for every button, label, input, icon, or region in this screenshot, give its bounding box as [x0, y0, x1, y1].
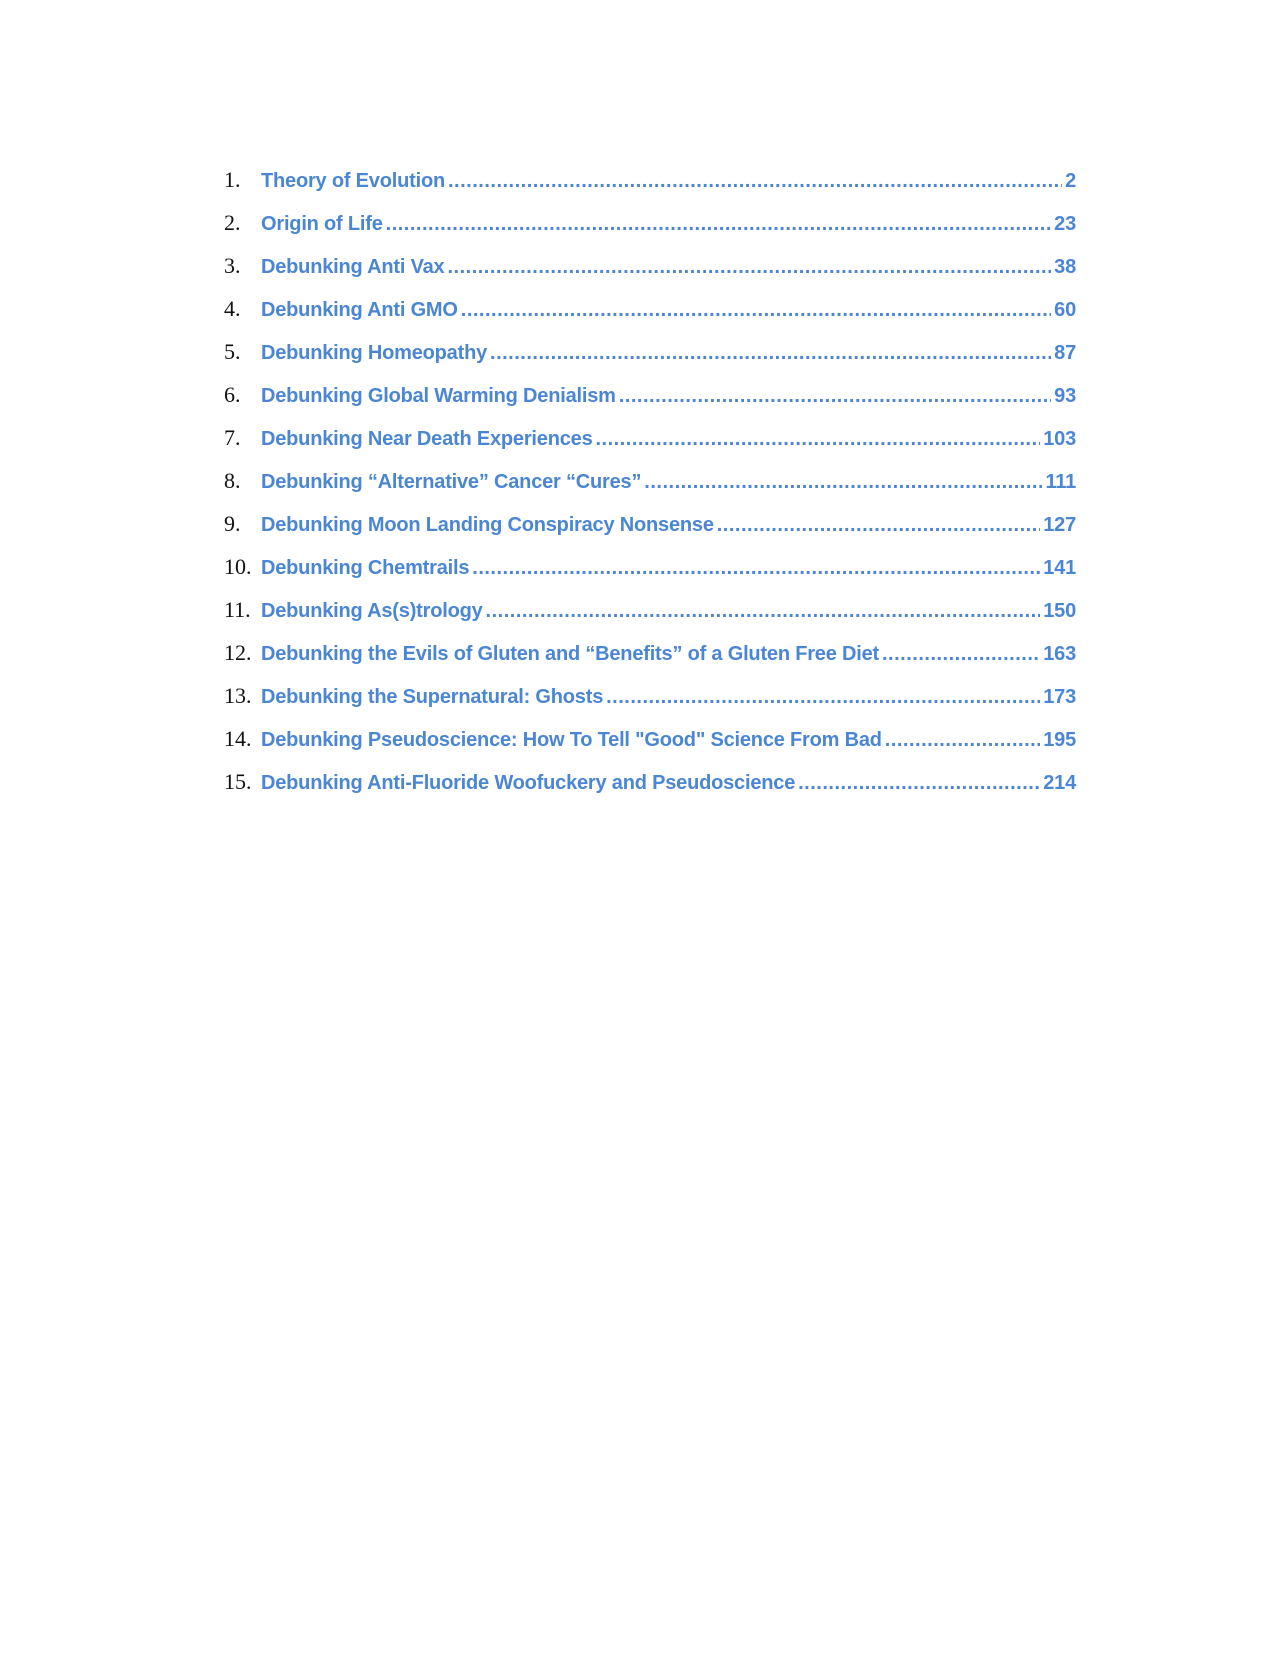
toc-entry-title: Debunking Global Warming Denialism [261, 385, 616, 407]
toc-entry [224, 416, 1076, 459]
toc-entry-number: 5. [224, 339, 241, 364]
toc-entry [224, 459, 1076, 502]
dot-leader [472, 547, 1040, 590]
dot-leader [644, 461, 1042, 504]
toc-entry-title: Theory of Evolution [261, 170, 445, 192]
toc-entry-link[interactable] [261, 289, 1076, 332]
dot-leader [448, 160, 1062, 203]
dot-leader [596, 418, 1041, 461]
dot-leader [386, 203, 1052, 246]
toc-entry-title: Debunking Pseudoscience: How To Tell "Good" Science From Bad [261, 729, 882, 751]
toc-entry-title: Debunking Moon Landing Conspiracy Nonsense [261, 514, 714, 536]
toc-entry-number: 7. [224, 425, 241, 450]
table-of-contents [224, 158, 1076, 803]
dot-leader [619, 375, 1051, 418]
dot-leader [882, 633, 1040, 676]
toc-entry-link[interactable] [261, 547, 1076, 590]
toc-entry-number: 6. [224, 382, 241, 407]
toc-entry [224, 631, 1076, 674]
toc-entry-page: 150 [1043, 600, 1076, 622]
toc-entry-title: Debunking Chemtrails [261, 557, 470, 579]
toc-entry-link[interactable] [261, 461, 1076, 504]
dot-leader [717, 504, 1040, 547]
dot-leader [606, 676, 1040, 719]
dot-leader [490, 332, 1051, 375]
dot-leader [486, 590, 1041, 633]
toc-entry-number: 11. [224, 597, 251, 622]
toc-entry [224, 287, 1076, 330]
toc-entry-title: Debunking Anti GMO [261, 299, 458, 321]
toc-entry-link[interactable] [261, 633, 1076, 676]
toc-entry-link[interactable] [261, 203, 1076, 246]
toc-entry-page: 141 [1043, 557, 1076, 579]
toc-entry-link[interactable] [261, 762, 1076, 805]
toc-entry-link[interactable] [261, 590, 1076, 633]
toc-entry-link[interactable] [261, 676, 1076, 719]
toc-entry [224, 717, 1076, 760]
toc-entry [224, 373, 1076, 416]
toc-entry-title: Origin of Life [261, 213, 383, 235]
toc-entry [224, 674, 1076, 717]
toc-entry-page: 93 [1054, 385, 1076, 407]
toc-entry-title: Debunking the Supernatural: Ghosts [261, 686, 604, 708]
toc-entry-page: 214 [1043, 772, 1076, 794]
toc-entry-number: 14. [224, 726, 252, 751]
toc-entry-page: 163 [1043, 643, 1076, 665]
dot-leader [461, 289, 1051, 332]
toc-entry-page: 60 [1054, 299, 1076, 321]
toc-entry-link[interactable] [261, 418, 1076, 461]
toc-entry-link[interactable] [261, 719, 1076, 762]
dot-leader [885, 719, 1040, 762]
toc-entry-link[interactable] [261, 160, 1076, 203]
toc-entry-number: 8. [224, 468, 241, 493]
toc-entry-page: 103 [1043, 428, 1076, 450]
dot-leader [798, 762, 1040, 805]
toc-entry [224, 201, 1076, 244]
toc-entry-link[interactable] [261, 332, 1076, 375]
toc-entry [224, 244, 1076, 287]
toc-entry-number: 1. [224, 167, 241, 192]
toc-entry [224, 760, 1076, 803]
toc-entry-page: 2 [1065, 170, 1076, 192]
toc-entry-number: 4. [224, 296, 241, 321]
toc-entry-page: 195 [1043, 729, 1076, 751]
toc-entry-number: 3. [224, 253, 241, 278]
toc-entry-link[interactable] [261, 375, 1076, 418]
toc-entry-page: 111 [1045, 471, 1076, 493]
dot-leader [447, 246, 1051, 289]
toc-entry-page: 23 [1054, 213, 1076, 235]
toc-entry-title: Debunking Anti Vax [261, 256, 445, 278]
toc-entry-number: 12. [224, 640, 252, 665]
toc-entry-page: 38 [1054, 256, 1076, 278]
toc-entry-title: Debunking Near Death Experiences [261, 428, 593, 450]
toc-entry-number: 9. [224, 511, 241, 536]
toc-entry-title: Debunking Homeopathy [261, 342, 488, 364]
toc-entry [224, 502, 1076, 545]
toc-entry-number: 2. [224, 210, 241, 235]
toc-entry [224, 545, 1076, 588]
toc-entry-number: 13. [224, 683, 252, 708]
toc-entry [224, 588, 1076, 631]
toc-entry-number: 15. [224, 769, 252, 794]
toc-entry-title: Debunking the Evils of Gluten and “Benefits” of a Gluten Free Diet [261, 643, 879, 665]
toc-entry-title: Debunking As(s)trology [261, 600, 483, 622]
toc-entry-link[interactable] [261, 504, 1076, 547]
toc-entry-title: Debunking “Alternative” Cancer “Cures” [261, 471, 642, 493]
toc-entry-page: 87 [1054, 342, 1076, 364]
toc-entry-page: 173 [1043, 686, 1076, 708]
toc-entry [224, 158, 1076, 201]
toc-entry-title: Debunking Anti-Fluoride Woofuckery and Pseudoscience [261, 772, 796, 794]
toc-entry [224, 330, 1076, 373]
toc-entry-link[interactable] [261, 246, 1076, 289]
toc-entry-number: 10. [224, 554, 252, 579]
toc-entry-page: 127 [1043, 514, 1076, 536]
